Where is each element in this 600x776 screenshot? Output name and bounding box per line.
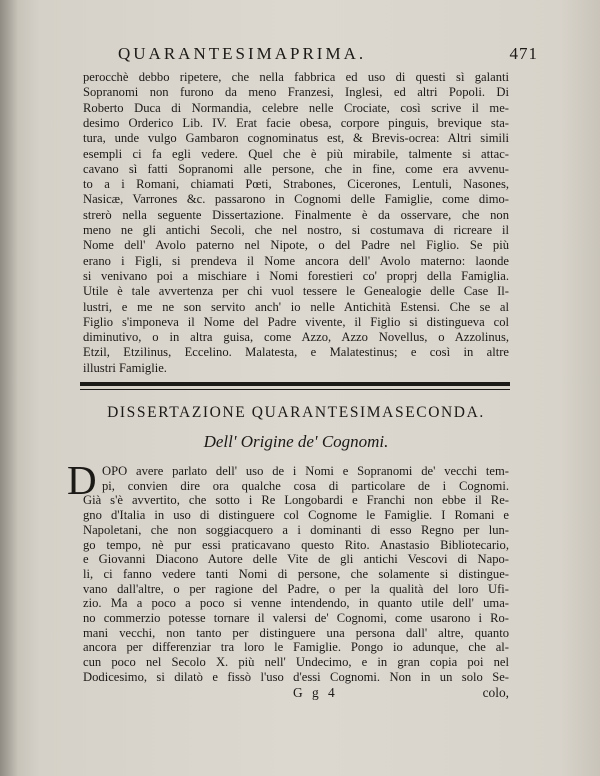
text-line: diminutivo, o in altra guisa, come Azzo, Azzo Novellus, o Azzolinus, <box>83 330 509 345</box>
catchword: colo, <box>482 684 509 700</box>
text-line: perocchè debbo ripetere, che nella fabbrica ed uso di questi sì galanti <box>83 70 509 84</box>
text-line: Etzil, Etzilinus, Eccelino. Malatesta, e Malatestinus; e così in altre <box>83 345 509 360</box>
text-line: erano i Figli, si prendeva il Nome ancora dell' Avolo materno: laonde <box>83 253 509 268</box>
text-line: tura, unde vulgo Gambaron cognominatus est, & Brevis-ocrea: Altri simili <box>83 131 509 146</box>
body-line: Napoletani, che non soggiacquero a i dominanti di esso Regno per lun- <box>83 522 509 537</box>
text-line: Utile è tale avvertenza per chi vuol tessere le Genealogie delle Case Il- <box>83 284 509 299</box>
text-line: Nome dell' Avolo paterno nel Nipote, o del Padre nel Figlio. Se più <box>83 238 509 253</box>
body-line: ancora per differenziar tra loro le Famiglie. Pongo io adunque, che al- <box>83 640 509 655</box>
text-line: to a i Romani, chiamati Pœti, Strabones, Cicerones, Lentuli, Nasones, <box>83 177 509 192</box>
body-line: zio. Ma a poco a poco si venne intendendo, in quanto utile dell' uma- <box>83 596 509 611</box>
running-title: QUARANTESIMAPRIMA. <box>118 44 367 63</box>
body-line: pi, convien dire ora qualche cosa di particolare de i Cognomi. <box>102 478 509 493</box>
body-line: Già s'è avvertito, che sotto i Re Longobardi e Franchi non ebbe il Re- <box>83 493 509 508</box>
section-subtitle: Dell' Origine de' Cognomi. <box>203 432 389 451</box>
text-line: Figlio s'imponeva il Nome del Padre vivente, il Figlio si distingueva col <box>83 314 509 329</box>
text-line: illustri Famiglie. <box>83 360 167 375</box>
text-line: strerò nella seguente Dissertazione. Finalmente è da osservare, che non <box>83 207 509 222</box>
spine-shadow <box>0 0 18 776</box>
text-line: meno ne gli antichi Secoli, che nel nostro, si costumava di ricreare il <box>83 223 509 237</box>
body-line: vano dall'altre, o per ragione del Padre, o per la qualità del loro Ufi- <box>83 581 509 596</box>
text-line: esempli ci fa egli vedere. Quel che è più mirabile, talmente si attac- <box>83 146 509 161</box>
text-line: desimo Orderico Lib. IV. Erat facie obesa, corpore pinguis, brevique sta- <box>83 115 509 130</box>
body-line: cun poco nel Secolo X. più nell' Undecimo, e in gran copia poi nel <box>83 655 509 670</box>
body-line: OPO avere parlato dell' uso de i Nomi e Sopranomi de' vecchi tem- <box>102 464 509 478</box>
body-line: mani vecchi, non tanto per distinguere una persona dall' altre, quanto <box>83 625 509 640</box>
text-line: Roberto Duca di Normandia, celebre nelle Crociate, così scrive il me- <box>83 100 509 115</box>
section-rule-thick <box>80 382 510 386</box>
signature-mark: G g 4 <box>293 684 338 700</box>
text-line: Sopranomi non furono da meno Franzesi, Inglesi, ed altri Popoli. Di <box>83 85 509 100</box>
drop-capital: D <box>67 457 97 503</box>
running-head <box>118 44 538 66</box>
body-line: li, ci fanno vedere tanti Nomi di persone, che solamente si distingue- <box>83 566 509 581</box>
section-title: DISSERTAZIONE QUARANTESIMASECONDA. <box>107 404 485 421</box>
body-line: e Giovanni Diacono Autore delle Vite de gli antichi Vescovi di Napo- <box>83 552 509 567</box>
section-rule-thin <box>80 389 510 390</box>
body-line: no commerzio potesse tornare il valersi de' Cognomi, come usarono i Ro- <box>83 611 509 625</box>
body-line: Dodicesimo, si dilatò e fissò l'uso d'essi Cognomi. Non in un solo Se- <box>83 669 509 684</box>
body-line: gno d'Italia in uso di distinguere col Cognome le Famiglie. I Romani e <box>83 508 509 523</box>
page-footer <box>83 685 509 705</box>
text-line: Nasicæ, Varrones &c. passarono in Cognomi delle Famiglie, come dimo- <box>83 192 509 207</box>
body-line: go tempo, nè pur essi praticavano questo Rito. Anastasio Bibliotecario, <box>83 537 509 552</box>
page-number: 471 <box>509 44 538 63</box>
text-line: lustri, e me ne son servito anch' io nelle Antichità Estensi. Che se al <box>83 299 509 314</box>
text-line: cavano sì fatti Sopranomi alle persone, che in fine, come era avvenu- <box>83 161 509 176</box>
text-line: si venivano poi a mischiare i Nomi forestieri co' proprj della Famiglia. <box>83 268 509 283</box>
